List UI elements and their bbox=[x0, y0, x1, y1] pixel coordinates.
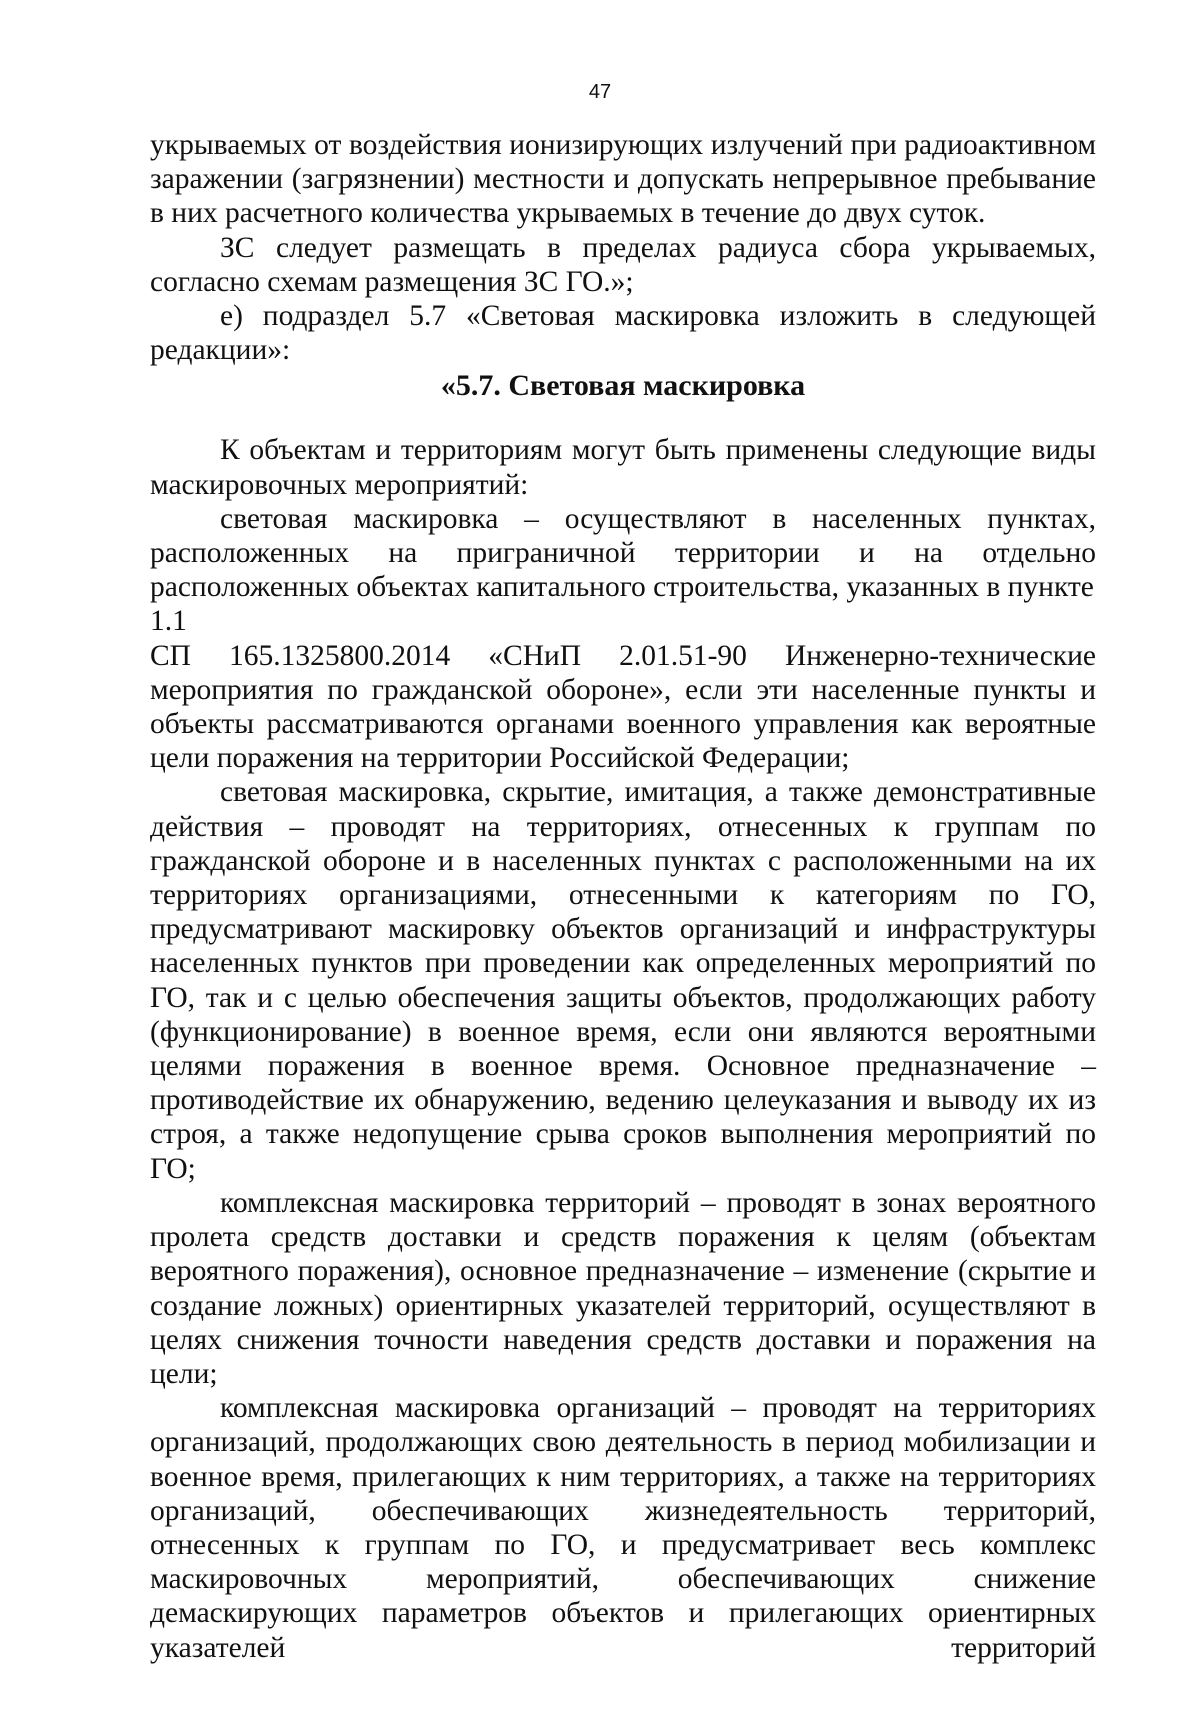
page-number: 47 bbox=[588, 81, 612, 103]
document-body bbox=[150, 128, 1096, 1665]
paragraph-clause-number: 1.1 bbox=[150, 605, 187, 638]
paragraph-shelter-placement: ЗС следует размещать в пределах радиуса сбора укрываемых, согласно схемам размещения ЗС ГО.»; bbox=[150, 231, 1096, 298]
paragraph-subsection-amendment: е) подраздел 5.7 «Световая маскировка изложить в следующей редакции»: bbox=[150, 300, 1096, 367]
paragraph-shelter-protection: укрываемых от воздействия ионизирующих излучений при радиоактивном заражении (загрязнении) местности и допускать непрерывное пребывание в них расчетного количества укрываемых в течение до двух суток. bbox=[150, 129, 1096, 230]
paragraph-intro: К объектам и территориям могут быть применены следующие виды маскировочных мероприятий: bbox=[150, 434, 1096, 501]
section-heading: «5.7. Световая маскировка bbox=[440, 369, 806, 403]
paragraph-territory-masking: комплексная маскировка территорий – проводят в зонах вероятного пролета средств доставки и средств поражения к целям (объектам вероятного поражения), основное предназначение – изменение (скрытие и создание ложных) ориентирных указателей территорий, осуществляют в целях снижения точности наведения средств доставки и поражения на цели; bbox=[150, 1186, 1096, 1390]
paragraph-light-masking: световая маскировка – осуществляют в населенных пунктах, расположенных на приграничной территории и на отдельно расположенных объектах капитального строительства, указанных в пункте bbox=[150, 502, 1096, 604]
paragraph-masking-actions: световая маскировка, скрытие, имитация, а также демонстративные действия – проводят на территориях, отнесенных к группам по гражданской обороне и в населенных пунктах с расположенными на их территориях организациями, отнесенными к категориям по ГО, предусматривают маскировку объектов организаций и инфраструктуры населенных пунктов при проведении как определенных мероприятий по ГО, так и с целью обеспечения защиты объектов, продолжающих работу (функционирование) в военное время, если они являются вероятными целями поражения в военное время. Основное предназначение – противодействие их обнаружению, ведению целеуказания и выводу их из строя, а также недопущение срыва сроков выполнения мероприятий по ГО; bbox=[150, 776, 1096, 1185]
paragraph-sp-reference: СП 165.1325800.2014 «СНиП 2.01.51-90 Инженерно-технические мероприятия по гражданской обороне», если эти населенные пункты и объекты рассматриваются органами военного управления как вероятные цели поражения на территории Российской Федерации; bbox=[150, 639, 1096, 775]
paragraph-organization-masking: комплексная маскировка организаций – проводят на территориях организаций, продолжающих свою деятельность в период мобилизации и военное время, прилегающих к ним территориях, а также на территориях организаций, обеспечивающих жизнедеятельность территорий, отнесенных к группам по ГО, и предусматривает весь комплекс маскировочных мероприятий, обеспечивающих снижение демаскирующих параметров объектов и прилегающих ориентирных указателей территорий bbox=[150, 1392, 1096, 1664]
